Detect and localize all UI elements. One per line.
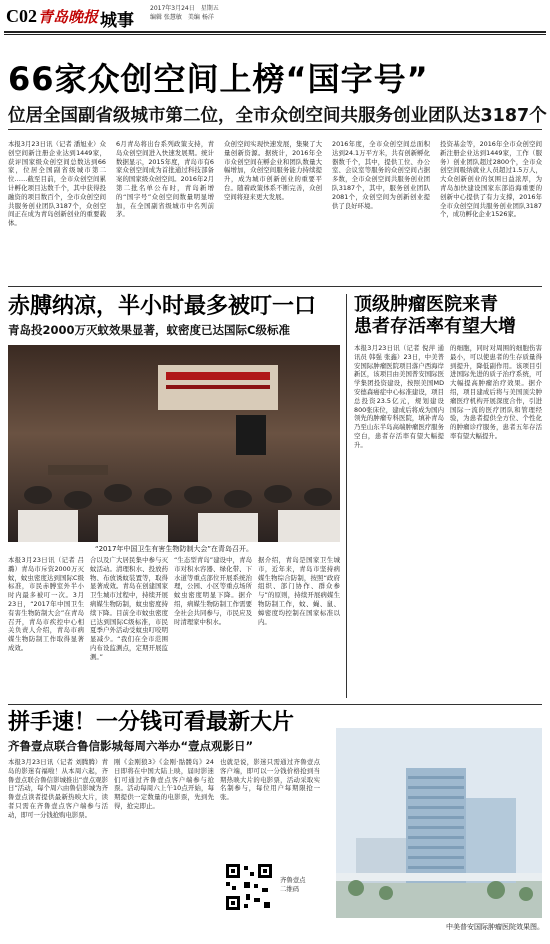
- story1-col5: 投资基金等，2016年全市众创空间新注册企业达到1449家，工作（服务）创业团队超过2800个，全市众创空间吸纳就业人员超过1.5万人，大众创新创业的氛围日益浓厚，为青岛加快建设国家东部沿海重要的创新中心提供了有力支撑，2016年全市众创空间共服务创业团队3187个，成功孵化企业1526家。: [440, 140, 542, 219]
- divider-2: [8, 704, 542, 705]
- story2-col1: 本报3月23日讯（记者 吕璐）青岛市斥资2000万灭蚊，蚊虫密度达到国际C级标准，市民赤膊室外半小时内最多被叮一次。3月23日，“2017年中国卫生有害生物防制大会”在青岛召开，青岛市疾控中心相关负责人介绍，青岛市病媒生物防制工作取得显著成效。: [8, 556, 84, 652]
- story1-col2: 6月青岛将出台系列政策支持，青岛众创空间进入快速发展期。统计数据显示，2015年度，青岛市有6家众创空间成为首批通过科技部备案的国家级众创空间。2016年2月第二批名单公布时，青岛新增的“国字号”众创空间数量明显增加，在全国副省级城市中名列前茅。: [116, 140, 214, 219]
- page-number: C02: [6, 6, 37, 26]
- qr-caption: 齐鲁壹点 二维码: [280, 876, 306, 893]
- hospital-rendering-photo: [336, 728, 542, 918]
- staff-line: 编辑 张慧敏 美编 杨洋: [150, 14, 214, 21]
- divider: [8, 286, 542, 287]
- conference-photo: [8, 345, 340, 542]
- story2-col4: 据介绍，青岛是国家卫生城市，近年来，青岛市坚持病媒生物综合防制，按照“政府组织、部门协作、群众参与”的原则，持续开展病媒生物防制工作，蚊、蝇、鼠、蟑密度均控制在国家标准以内。: [258, 556, 340, 626]
- masthead: [0, 0, 550, 30]
- story2-col2: 合以及广大居民集中参与灭蚊活动。清理积水、投放药物、布放诱蚊装置等，取得显著成效。青岛在创建国家卫生城市过程中，持续开展病媒生物防制，蚊虫密度持续下降。目前全市蚊虫密度已达到国际C级标准，市民夏季户外活动受蚊虫叮咬明显减少。“我们在全市范围内布设监测点，定期开展监测。”: [90, 556, 168, 661]
- header-rule: [4, 31, 546, 33]
- story3-col2: 的细胞，同时对周围的细胞伤害最小，可以使患者的生存质量得到提升，降低副作用。该项目引进国际先进的质子治疗系统，可大幅提高肿瘤治疗效果。据介绍，项目建成后将与美国顶尖肿瘤医疗机构开展深度合作，引进国际一流的医疗团队和管理经验，为患者提供全方位、个性化的肿瘤诊疗服务，患者五年存活率有望大幅提升。: [450, 344, 542, 440]
- story3-headline: 顶级肿瘤医院来青: [354, 294, 498, 315]
- story1-rule: [8, 129, 542, 130]
- section-title: 城事: [100, 11, 134, 31]
- story1-col4: 2016年度，全市众创空间总面积达到24.1万平方米，共有创新孵化器数千个，其中，提供工位、办公室、会议室等服务的众创空间占据多数，全市众创空间共服务创业团队3187个，其中，服务创业团队2081个，众创空间为创新创业提供了良好环境。: [332, 140, 430, 210]
- header-rule-thin: [4, 34, 546, 35]
- story4-headline: 拼手速！一分钱可看最新大片: [8, 710, 295, 735]
- column-rule: [346, 294, 347, 698]
- story2-col3: “生态型青岛”建设中，青岛市对积水容器、绿化带、下水道等重点部位开展系统治理，公园、小区等重点场所蚊虫密度明显下降。据介绍，病媒生物防制工作需要全社会共同参与，市民应及时清理家中积水。: [174, 556, 252, 626]
- story3-col1: 本报3月23日讯（记者 倪萍 通讯员 韩强 张鑫）23日，中美普安国际肿瘤医院项目落户西海岸新区，该项目由美国普安国际医学集团投资建设，按照美国MD安德森癌症中心标准建设，项目总投资23.5亿元，规划建设800张床位，建成后将成为国内领先的肿瘤专科医院，填补青岛乃至山东半岛高端肿瘤医疗服务空白，患者存活率有望大幅提升。: [354, 344, 444, 449]
- story1-headline: 66家众创空间上榜“国字号”: [8, 60, 429, 98]
- story2-headline: 赤膊纳凉，半小时最多被叮一口: [8, 294, 317, 319]
- photo-caption: “2017年中国卫生有害生物防制大会”在青岛召开。: [94, 545, 254, 553]
- story4-col2: 刚《金刚狼3》《金刚·骷髅岛》24日即将在中国大陆上映，届时影迷们可通过齐鲁壹点客户端参与抢票。活动每周六上午10点开始，每期提供一定数量的电影票，先到先得，抢完即止。: [114, 758, 214, 810]
- story1-subhead: 位居全国副省级城市第二位，全市众创空间共服务创业团队达3187个: [8, 106, 547, 126]
- story4-subhead: 齐鲁壹点联合鲁信影城每周六举办“壹点观影日”: [8, 739, 254, 753]
- story2-subhead: 青岛投2000万灭蚊效果显著，蚊密度已达国际C级标准: [8, 323, 290, 337]
- qr-code[interactable]: [224, 862, 274, 912]
- newspaper-logo: 青岛晚报: [38, 8, 99, 26]
- story4-col1: 本报3月23日讯（记者 刘腾腾）青岛的影迷有福啦！从本周六起，齐鲁壹点联合鲁信影城推出“壹点观影日”活动，每个周六由鲁信影城为齐鲁壹点读者提供最新热映大片，读者只需在齐鲁壹点客户端参与活动，即可一分钱抢购电影票。: [8, 758, 108, 819]
- hospital-photo-caption: 中美普安国际肿瘤医院效果图。: [446, 923, 544, 931]
- story1-col3: 众创空间实现快速发展，集聚了大量创新资源。据统计，2016年全市众创空间在孵企业和团队数量大幅增加，众创空间服务能力持续提升，成为城市创新创业的重要平台。随着政策体系不断完善，众创空间将迎来更大发展。: [224, 140, 322, 201]
- date-line: 2017年3月24日 星期五: [150, 5, 219, 12]
- story3-headline2: 患者存活率有望大增: [354, 316, 516, 337]
- story1-col1: 本报3月23日讯（记者 潘旭业）众创空间新注册企业达到1449家，获评国家级众创空间总数达到66家，位居全国副省级城市第二位……截至目前，全市众创空间累计孵化项目达数千个，其中获得投融资的项目数百个，全市众创空间共服务创业团队3187个，众创空间正在成为青岛创新创业的重要载体。: [8, 140, 106, 228]
- story4-col3: 也就是说，影迷只需通过齐鲁壹点客户端，即可以一分钱价格抢到当期热映大片的电影票，活动采取实名制参与，每位用户每期限抢一张。: [220, 758, 320, 802]
